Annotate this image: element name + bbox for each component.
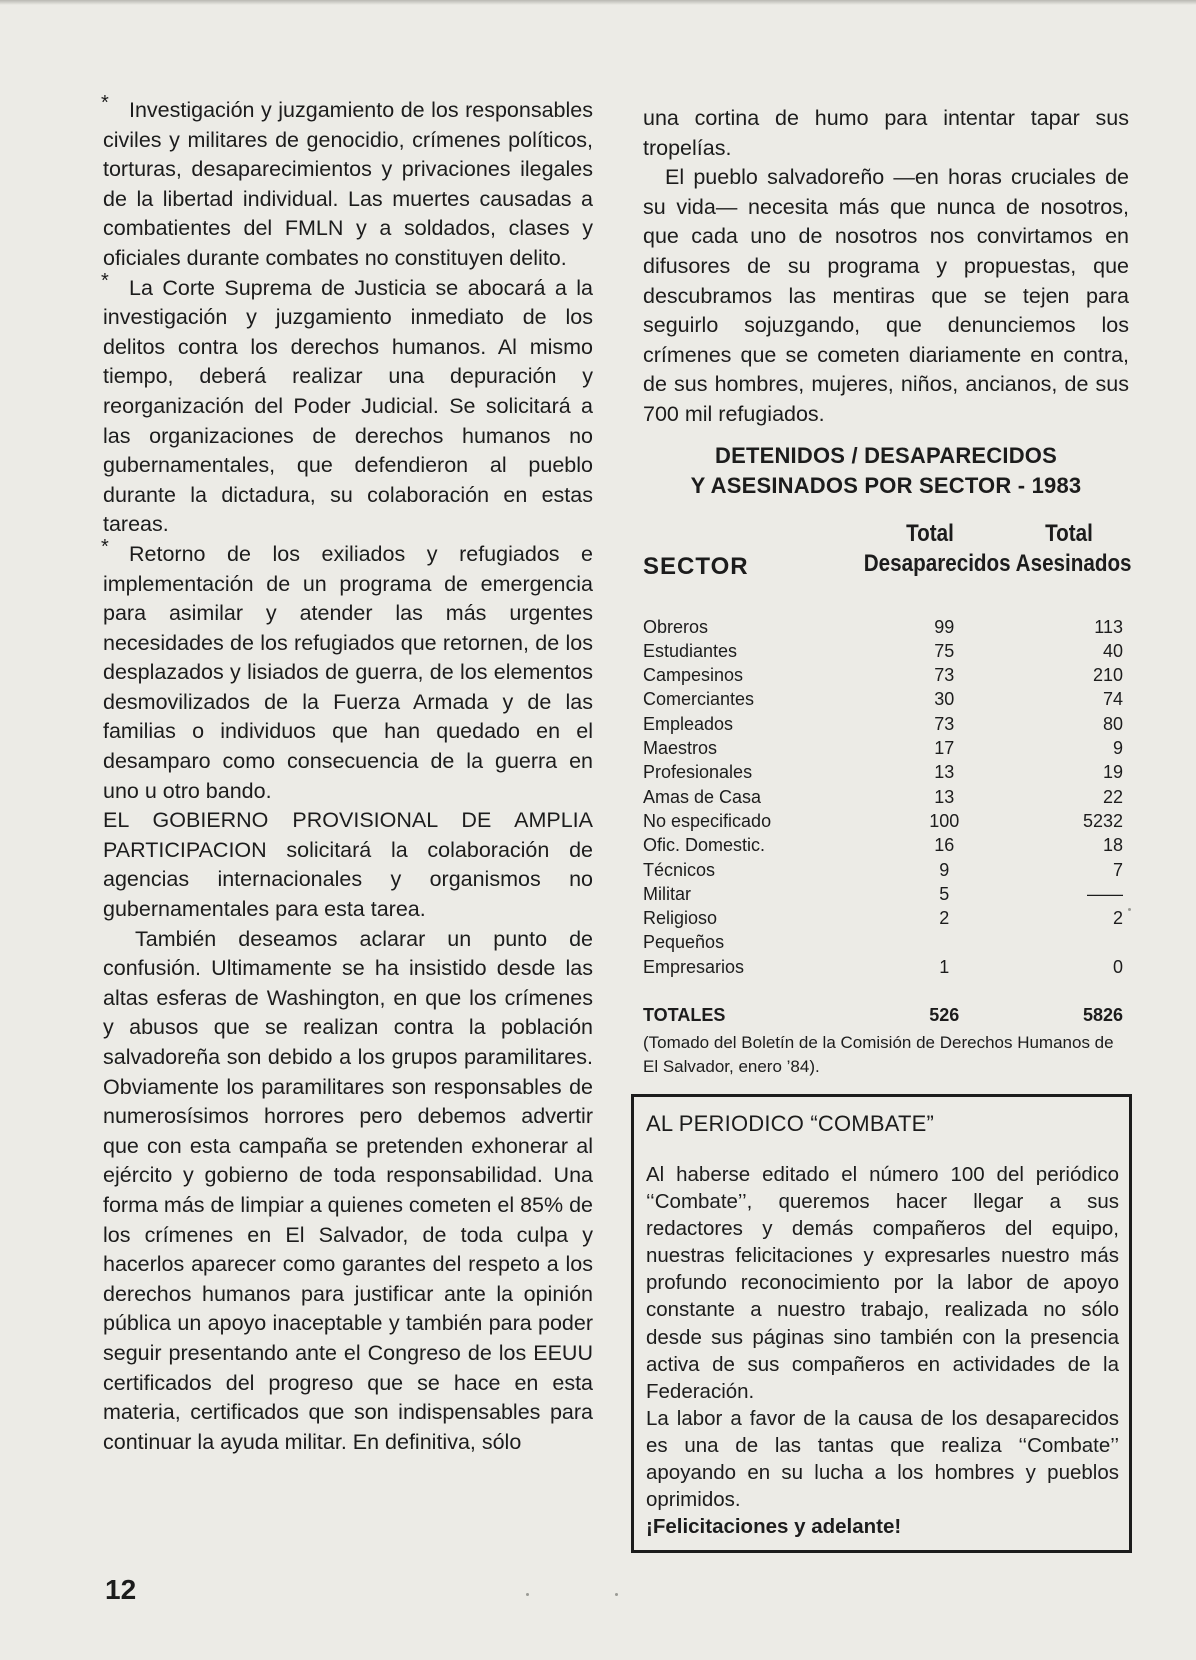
sector-cell: Pequeños	[643, 932, 725, 953]
sector-cell: Comerciantes	[643, 689, 755, 710]
asesinados-cell: 19	[1102, 762, 1123, 783]
desaparecidos-cell: 30	[934, 689, 955, 710]
column-header-line: Total	[906, 519, 954, 547]
bullet-first-word: Investigación	[129, 98, 255, 122]
asesinados-cell: 18	[1102, 835, 1123, 856]
sector-table-body	[643, 615, 1131, 1028]
desaparecidos-cell: 99	[934, 616, 955, 637]
column-header-line: Total	[1045, 519, 1093, 547]
table-title	[643, 441, 1129, 501]
table-row	[643, 833, 1131, 857]
asesinados-cell: 0	[1112, 956, 1123, 977]
table-row	[643, 687, 1131, 711]
table-source-note: (Tomado del Boletín de la Comisión de Derechos Humanos de El Salvador, enero ’84).	[643, 1033, 1114, 1077]
totals-label: TOTALES	[643, 1004, 726, 1025]
table-row	[643, 639, 1131, 663]
asesinados-cell: 7	[1112, 859, 1123, 880]
sector-cell: Técnicos	[643, 859, 716, 880]
totals-desaparecidos: 526	[929, 1004, 960, 1025]
sector-cell: Estudiantes	[643, 640, 738, 661]
desaparecidos-cell: 9	[939, 859, 950, 880]
sector-cell: No especificado	[643, 810, 772, 831]
page-top-edge	[0, 0, 1196, 5]
sector-table	[643, 615, 1131, 1028]
table-row	[643, 955, 1131, 979]
asterisk-icon: *	[101, 269, 109, 292]
table-row	[643, 930, 1131, 954]
column-header-sector: SECTOR	[643, 552, 749, 580]
desaparecidos-cell: 17	[934, 738, 955, 759]
desaparecidos-cell: 5	[939, 883, 950, 904]
bullet-first-word: La	[129, 275, 153, 300]
paper-speck	[526, 1593, 529, 1596]
continued-paragraph: una cortina de humo para intentar tapar sus tropelías.	[643, 106, 1129, 160]
sector-cell: Religioso	[643, 908, 718, 929]
table-row	[643, 906, 1131, 930]
column-header-line: Desaparecidos	[863, 549, 1011, 577]
column-header-desaparecidos	[863, 519, 1011, 579]
bullet-first-word: Retorno	[129, 541, 206, 566]
left-column	[101, 92, 593, 1457]
column-header-line: Asesinados	[1015, 549, 1132, 577]
desaparecidos-cell: 13	[934, 762, 955, 783]
bullet-item-investigacion	[101, 92, 593, 274]
sector-cell: Obreros	[643, 616, 709, 637]
asesinados-cell: ——	[1087, 883, 1123, 904]
desaparecidos-cell: 1	[939, 956, 950, 977]
desaparecidos-cell: 16	[934, 835, 955, 856]
gobierno-provisional-paragraph	[103, 806, 593, 924]
box-paragraph: Al haberse editado el número 100 del periódico ‘‘Combate’’, queremos hacer llegar a sus redactores y demás compañeros del equipo, nuestras felicitaciones y expresarles nuestro más profundo reconocimiento por la labor de apoyo constante a nuestro trabajo, realizada no sólo desde sus páginas sino también con la presencia activa de sus compañeros en actividades de la Federación.	[646, 1163, 1119, 1403]
gobierno-caps-text: EL GOBIERNO PROVISIONAL DE AMPLIA PARTICIPACION	[103, 808, 593, 862]
table-row	[643, 809, 1131, 833]
table-row	[643, 615, 1131, 639]
asesinados-cell: 40	[1102, 640, 1123, 661]
sector-cell: Militar	[643, 883, 691, 904]
table-row	[643, 785, 1131, 809]
table-row	[643, 712, 1131, 736]
desaparecidos-cell: 100	[929, 810, 960, 831]
right-column	[643, 104, 1132, 1079]
table-row	[643, 882, 1131, 906]
table-title-line1: DETENIDOS / DESAPARECIDOS	[715, 442, 1057, 468]
asterisk-icon: *	[101, 535, 109, 558]
gobierno-rest-text: solicitará la colaboración de agencias internacionales y organismos no gubernamentales para esta tarea.	[103, 837, 593, 922]
asesinados-cell: 9	[1112, 738, 1123, 759]
sector-cell: Profesionales	[643, 762, 753, 783]
asesinados-cell: 5232	[1082, 810, 1123, 831]
sector-cell: Ofic. Domestic.	[643, 835, 766, 856]
box-paragraph: La labor a favor de la causa de los desaparecidos es una de las tantas que realiza ‘‘Combate’’ apoyando en su lucha a los hombres y pueblos oprimidos.	[646, 1406, 1119, 1512]
sector-cell: Amas de Casa	[643, 786, 762, 807]
asesinados-cell: 74	[1102, 689, 1123, 710]
table-row	[643, 663, 1131, 687]
desaparecidos-cell: 2	[939, 908, 950, 929]
table-title-line2: Y ASESINADOS POR SECTOR - 1983	[690, 472, 1082, 498]
body-paragraph: También deseamos aclarar un punto de confusión. Ultimamente se ha insistido desde las altas esferas de Washington, en que los crímenes y abusos que se realizan contra la población salvadoreña son debido a los grupos paramilitares. Obviamente los paramilitares son responsables de numerosísimos horrores pero debemos advertir que con esta campaña se pretenden exhonerar al ejército y gobierno de toda responsabilidad. Una forma más de limpiar a quienes cometen el 85% de los crímenes en El Salvador, de toda culpa y hacerlos aparecer como garantes del respeto a los derechos humanos para justificar ante la opinión pública un apoyo inaceptable y también para poder seguir presentando ante el Congreso de los EEUU certificados del progreso que se hace en esta materia, certificados que son indispensables para continuar la ayuda militar. En definitiva, sólo	[103, 926, 593, 1454]
asesinados-cell: 2	[1112, 908, 1123, 929]
paper-speck	[1128, 908, 1131, 911]
bullet-text: y juzgamiento de los responsables civiles y militares de genocidio, crímenes políticos, torturas, desaparecimientos y privaciones ilegales de la libertad individual. Las muertes causadas a combatientes del FMLN y a soldados, clases y oficiales durante combates no constituyen delito.	[103, 98, 593, 270]
desaparecidos-cell	[889, 930, 999, 954]
table-row	[643, 736, 1131, 760]
asesinados-cell: 113	[1094, 616, 1123, 637]
bullet-text: de los exiliados y refugiados e implementación de un programa de emergencia para asimilar y atender las más urgentes necesidades de los refugiados que retornen, de los desplazados y lisiados de guerra, de los elementos desmovilizados de la Fuerza Armada y de las familias o individuos que han quedado en el desamparo como consecuencia de la guerra en uno u otro bando.	[103, 541, 593, 803]
column-header-asesinados	[1015, 519, 1132, 579]
desaparecidos-cell: 75	[934, 640, 955, 661]
table-row	[643, 858, 1131, 882]
page-number: 12	[105, 1574, 137, 1605]
desaparecidos-cell: 73	[934, 665, 955, 686]
table-row	[643, 760, 1131, 784]
body-paragraph-pueblo: El pueblo salvadoreño —en horas cruciales de su vida— necesita más que nunca de nosotros, que cada uno de nosotros nos convirtamos en difusores de su programa y propuestas, que descubramos las mentiras que se tejen para seguirlo sojuzgando, que denunciemos los crímenes que se cometen diariamente en contra, de sus hombres, mujeres, niños, ancianos, de sus 700 mil refugiados.	[643, 165, 1129, 426]
bullet-text: Corte Suprema de Justicia se abocará a la investigación y juzgamiento inmediato de los delitos contra los derechos humanos. Al mismo tiempo, deberá realizar una depuración y reorganización del Poder Judicial. Se solicitará a las organizaciones de derechos humanos no gubernamentales, que defendieron al pueblo durante la dictadura, su colaboración en estas tareas.	[103, 275, 593, 537]
sector-cell: Empresarios	[643, 956, 745, 977]
combate-box	[631, 1094, 1132, 1553]
totals-asesinados: 5826	[1082, 1004, 1123, 1025]
desaparecidos-cell: 13	[934, 786, 955, 807]
table-header	[643, 519, 1132, 581]
asesinados-cell: 210	[1092, 665, 1123, 686]
asterisk-icon: *	[101, 92, 109, 114]
paper-speck	[615, 1593, 618, 1596]
sector-cell: Maestros	[643, 738, 718, 759]
sector-cell: Empleados	[643, 713, 734, 734]
box-title: AL PERIODICO “COMBATE”	[646, 1111, 934, 1136]
desaparecidos-cell: 73	[934, 713, 955, 734]
asesinados-cell	[999, 930, 1131, 954]
totals-row	[643, 979, 1131, 1027]
bullet-item-retorno	[101, 535, 593, 806]
asesinados-cell: 80	[1102, 713, 1123, 734]
bullet-item-corte-suprema	[101, 269, 593, 540]
sector-cell: Campesinos	[643, 665, 744, 686]
asesinados-cell: 22	[1102, 786, 1123, 807]
box-closing: ¡Felicitaciones y adelante!	[646, 1515, 902, 1539]
